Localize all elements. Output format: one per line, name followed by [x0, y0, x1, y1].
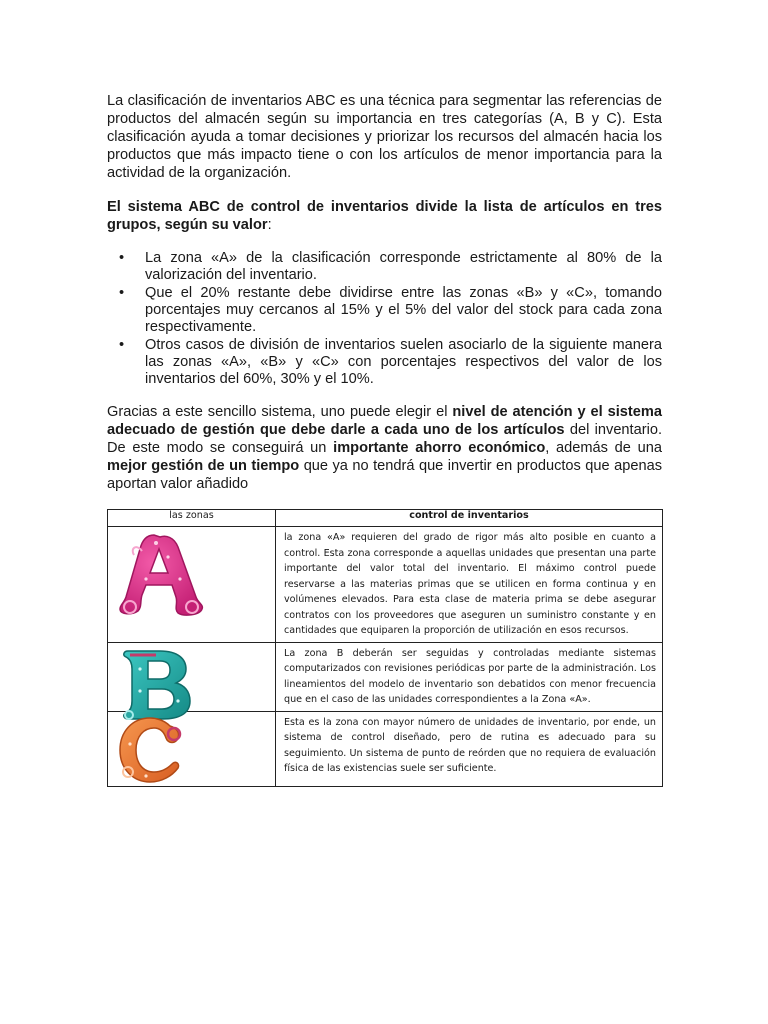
letter-a-decorative-image: [116, 531, 206, 617]
letter-b-decorative-image: [120, 645, 196, 721]
bullet-symbol: •: [119, 337, 125, 353]
header-zonas: las zonas: [108, 510, 276, 527]
list-item-text: Otros casos de división de inventarios suelen asociarlo de la siguiente manera las zonas «A», «B» y «C» con porcentajes respectivos del valor de los inventarios del 60%, 30% y el 10%.: [145, 337, 662, 387]
zone-c-image-cell: [108, 711, 276, 786]
zone-a-image-cell: [108, 527, 276, 643]
header-control: control de inventarios: [276, 510, 663, 527]
letter-c-decorative-image: [116, 716, 186, 784]
section-heading: [107, 198, 662, 234]
closing-text-1: Gracias a este sencillo sistema, uno puede elegir el: [107, 404, 453, 420]
bullet-symbol: •: [119, 250, 125, 266]
table-row: [108, 711, 663, 786]
document-page: [107, 92, 662, 787]
closing-bold-3: mejor gestión de un tiempo: [107, 458, 300, 474]
section-heading-tail: :: [267, 217, 272, 233]
zones-bullet-list: [107, 250, 662, 388]
table-row: [108, 642, 663, 711]
section-heading-bold: El sistema ABC de control de inventarios divide la lista de artículos en tres grupos, según su valor: [107, 199, 662, 233]
closing-text-3: , además de una: [545, 440, 662, 456]
list-item: [107, 250, 662, 284]
list-item: [107, 285, 662, 336]
zone-c-description: Esta es la zona con mayor número de unidades de inventario, por ende, un sistema de control diseñado, pero de rutina es adecuado para su seguimiento. Un sistema de punto de reórden que no requiera de evaluación física de las existencias suele ser suficiente.: [276, 711, 663, 786]
bullet-symbol: •: [119, 285, 125, 301]
table-header-row: [108, 510, 663, 527]
list-item: [107, 337, 662, 388]
zone-a-description: la zona «A» requieren del grado de rigor más alto posible en cuanto a control. Esta zona corresponde a aquellas unidades que presentan una parte importante del valor total del inventario. El máximo control puede reservarse a las materias primas que se utilicen en forma continua y en volúmenes elevados. Para esta clase de materia prima se debe asegurar contratos con los proveedores que aseguren un suministro constante y en cantidades que equiparen la proporción de utilización en esos recursos.: [276, 527, 663, 643]
zones-table: [107, 509, 663, 787]
closing-bold-1: nivel de atención y el sistema adecuado de gestión que debe darle a cada uno de los artículos: [107, 404, 662, 438]
closing-bold-2: importante ahorro económico: [333, 440, 546, 456]
intro-paragraph: La clasificación de inventarios ABC es una técnica para segmentar las referencias de productos del almacén según su importancia en tres categorías (A, B y C). Esta clasificación ayuda a tomar decisiones y priorizar los recursos del almacén hacia los productos que más impacto tiene o con los artículos de menor importancia para la actividad de la organización.: [107, 93, 662, 181]
table-row: [108, 527, 663, 643]
list-item-text: La zona «A» de la clasificación corresponde estrictamente al 80% de la valorización del inventario.: [145, 250, 662, 283]
zone-b-image-cell: [108, 642, 276, 711]
list-item-text: Que el 20% restante debe dividirse entre las zonas «B» y «C», tomando porcentajes muy cercanos al 15% y el 5% del valor del stock para cada zona respectivamente.: [145, 285, 662, 335]
closing-text-4: que ya no tendrá que invertir en productos que apenas aportan valor añadido: [107, 458, 663, 492]
closing-paragraph: [107, 403, 662, 493]
closing-text-2: del inventario. De este modo se conseguirá un: [107, 422, 662, 456]
zone-b-description: La zona B deberán ser seguidas y controladas mediante sistemas computarizados con revisiones periódicas por parte de la administración. Los lineamientos del modelo de inventario son debatidos con menor frecuencia que en el caso de las unidades correspondientes a la Zona «A».: [276, 642, 663, 711]
